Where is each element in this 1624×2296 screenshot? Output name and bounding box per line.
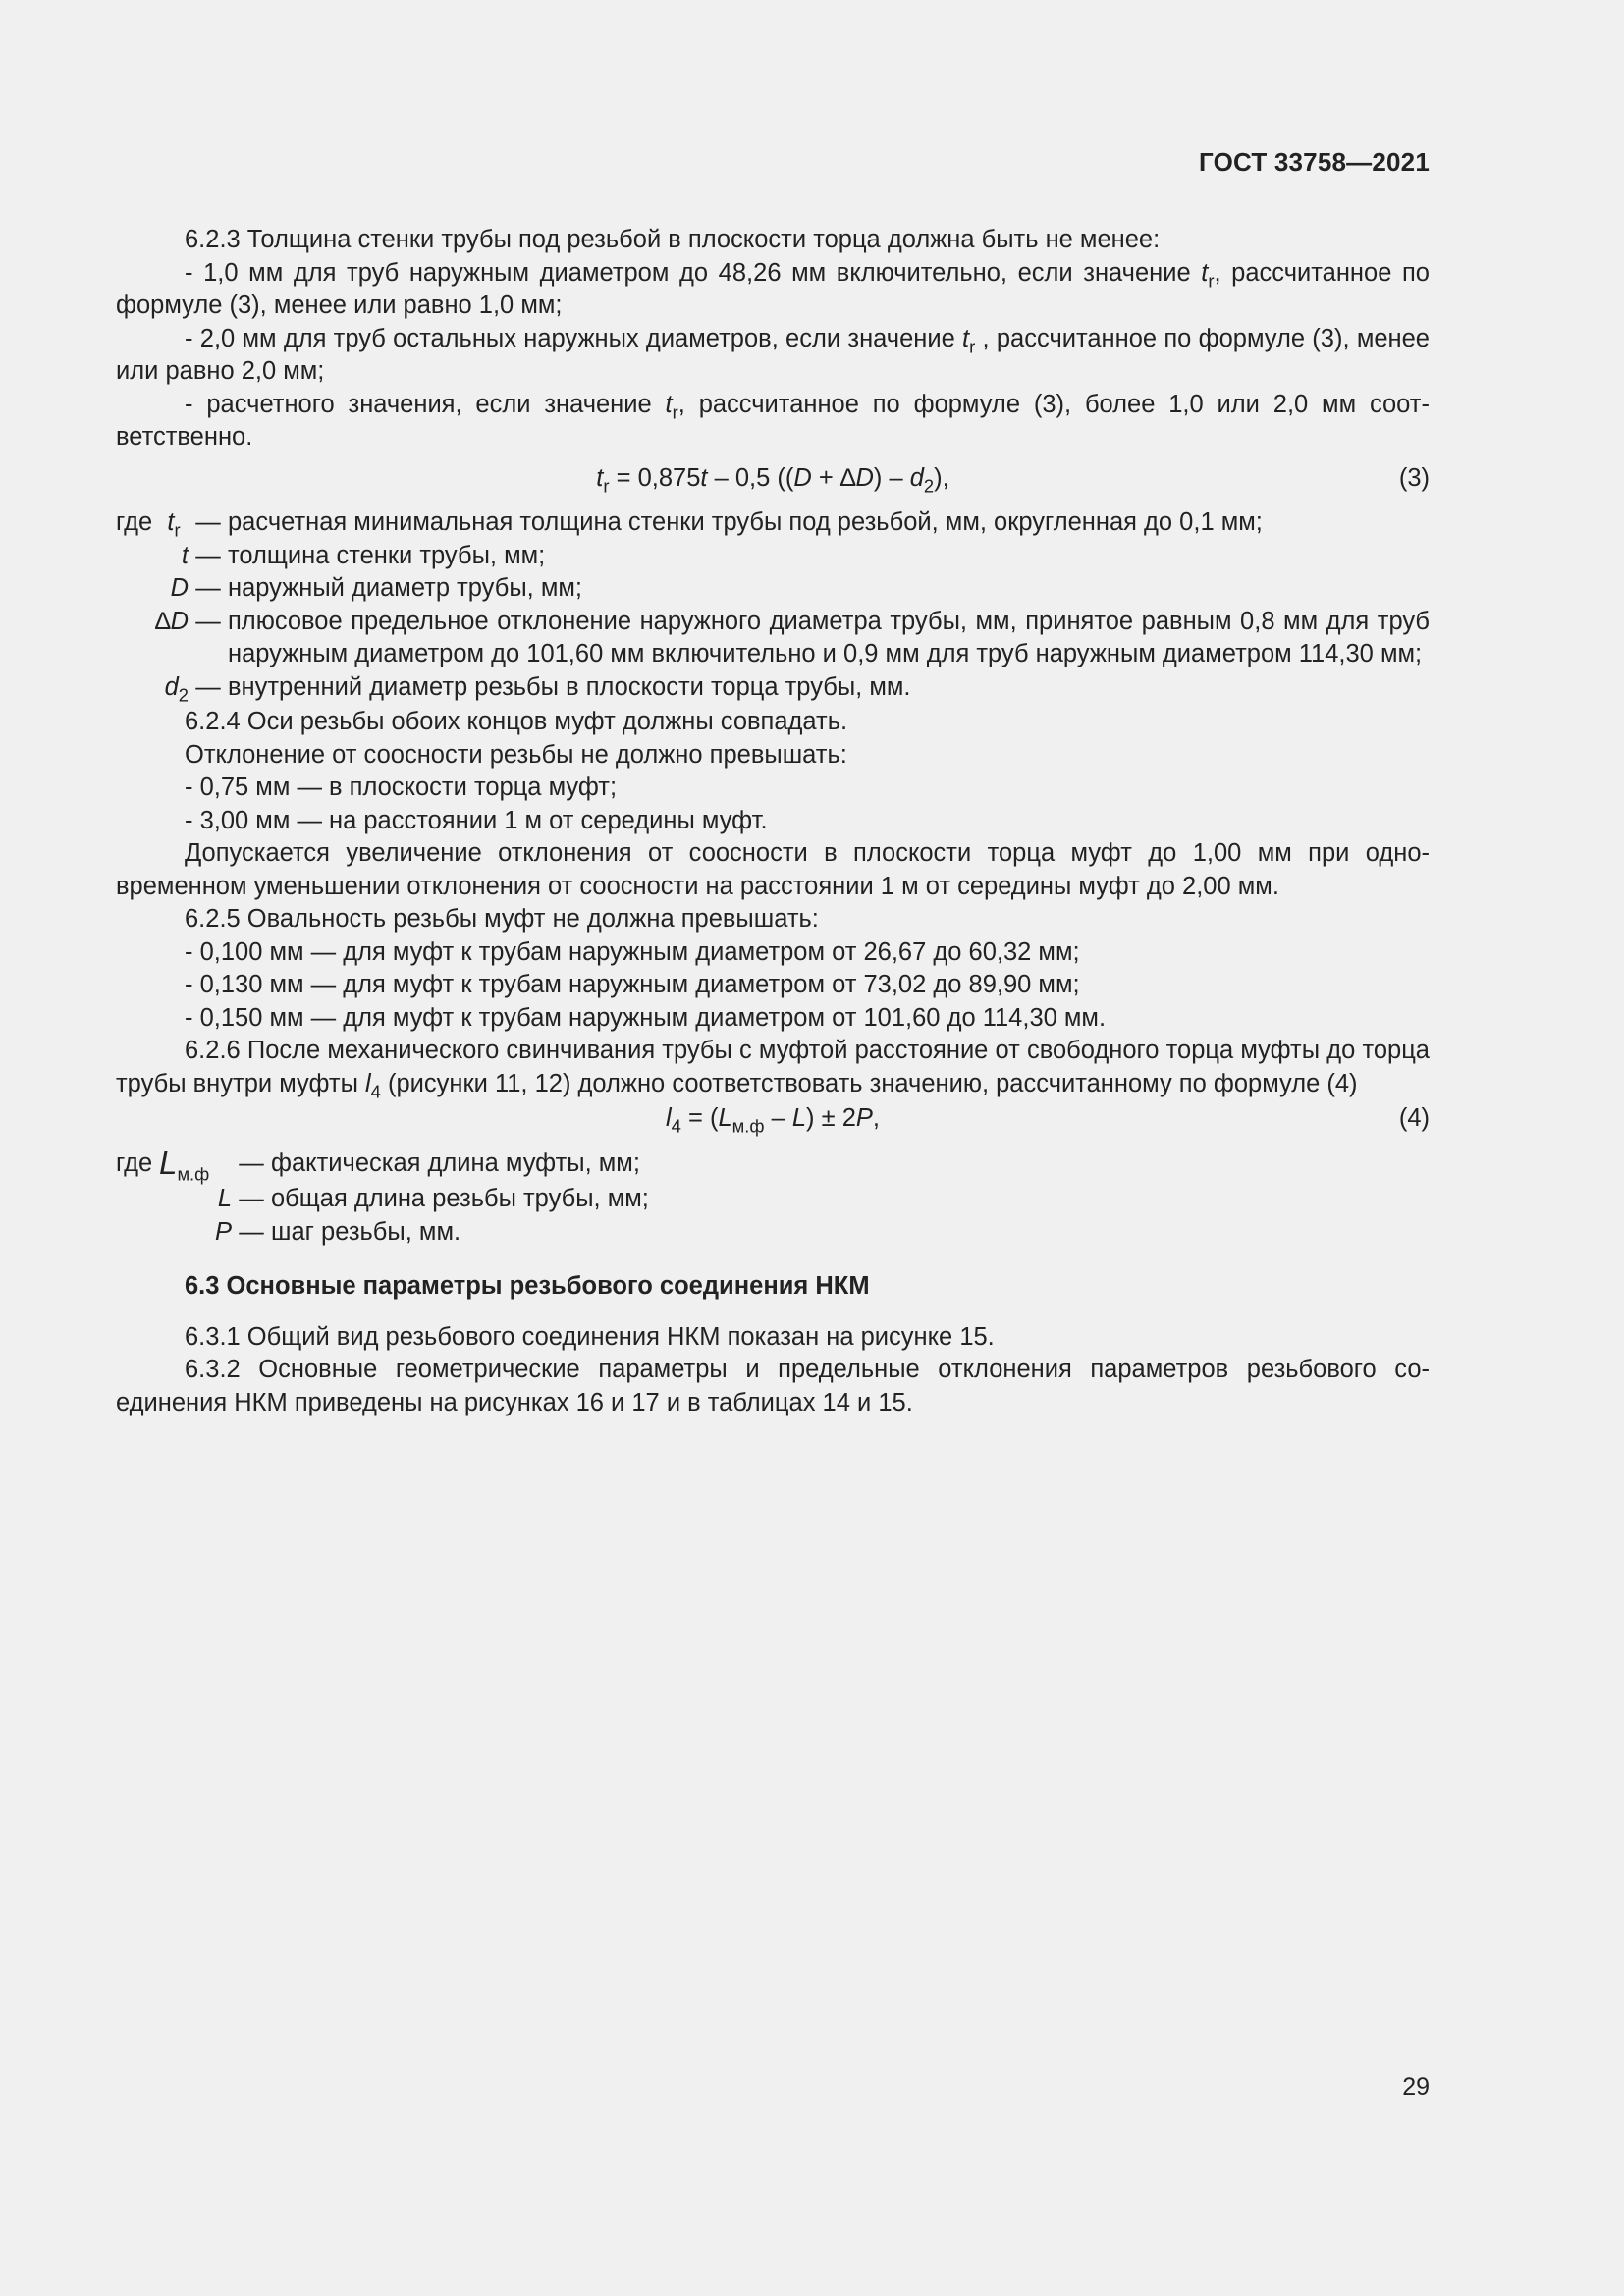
legend-row-L: L — общая длина резьбы трубы, мм; (116, 1183, 1430, 1216)
section-6-2-5-item-3: - 0,150 мм — для муфт к трубам наружным диаметром от 101,60 до 114,30 мм. (185, 1003, 1107, 1032)
formula-3-number: (3) (1398, 463, 1430, 492)
section-6-3-2-text: 6.3.2 Основные геометрические параметры и предельные отклонения параметров резьбового соединения НКМ приведены на рисунках 16 и 17 и в таблицах 14 и 15. (116, 1356, 1430, 1416)
formula-4-legend (116, 1145, 1430, 1250)
legend-symbol: D (170, 574, 189, 602)
section-6-2-3-item-2: - 2,0 мм для труб остальных наружных диаметров, если значение $t_r$ , рассчитанное по формуле (3), менее или равно 2,0 мм; (116, 324, 1430, 385)
legend-row-D: D — наружный диаметр трубы, мм; (116, 572, 1430, 606)
formula-4 (116, 1102, 1430, 1136)
legend-symbol: $L_{м.ф}$ (159, 1145, 210, 1184)
legend-symbol: L (217, 1185, 232, 1212)
legend-text: общая длина резьбы трубы, мм; (271, 1185, 649, 1212)
section-6-2-4-item-1: - 0,75 мм — в плоскости торца муфт; (185, 774, 618, 801)
document-header: ГОСТ 33758—2021 (1199, 147, 1430, 177)
legend-symbol: $t_r$ (167, 508, 181, 541)
formula-3-legend (116, 507, 1430, 704)
legend-symbol: P (214, 1217, 232, 1246)
legend-row-d2: $d_2$ — внутренний диаметр резьбы в плоскости торца трубы, мм. (116, 671, 1430, 705)
section-6-2-4-text: Отклонение от соосности резьбы не должно превышать: (185, 740, 847, 769)
legend-symbol: t (181, 541, 189, 569)
section-6-2-3-item-3: - расчетного значения, если значение $t_r$, рассчитанное по формуле (3), более 1,0 или 2,0 мм соответственно. (116, 390, 1430, 451)
legend-text: расчетная минимальная толщина стенки трубы под резьбой, мм, округленная до 0,1 мм; (228, 508, 1263, 536)
legend-text: фактическая длина муфты, мм; (271, 1148, 640, 1177)
where-label: где (116, 1148, 153, 1177)
section-6-3-heading: 6.3 Основные параметры резьбового соединения НКМ (185, 1272, 870, 1300)
section-6-2-5-title: 6.2.5 Овальность резьбы муфт не должна превышать: (185, 905, 819, 933)
page-number: 29 (1402, 2073, 1430, 2101)
section-6-2-5-item-1: - 0,100 мм — для муфт к трубам наружным диаметром от 26,67 до 60,32 мм; (185, 937, 1080, 966)
legend-row-t: t — толщина стенки трубы, мм; (116, 540, 1430, 573)
formula-3 (116, 462, 1430, 496)
legend-text: плюсовое предельное отклонение наружного диаметра трубы, мм, принятое равным 0,8 мм для труб наружным диаметром до 101,60 мм включительно и 0,9 мм для труб наружным диаметром 114,30 мм; (228, 607, 1430, 667)
legend-text: наружный диаметр трубы, мм; (228, 574, 582, 602)
section-6-2-5-item-2: - 0,130 мм — для муфт к трубам наружным диаметром от 73,02 до 89,90 мм; (185, 971, 1080, 998)
legend-symbol: $d_2$ (164, 672, 189, 705)
page-content (116, 224, 1430, 1419)
section-6-2-3-intro: 6.2.3 Толщина стенки трубы под резьбой в плоскости торца должна быть не менее: (185, 226, 1161, 253)
section-6-2-3-item-1: - 1,0 мм для труб наружным диаметром до 48,26 мм включительно, если значение $t_r$, рассчитанное по формуле (3), менее или равно 1,0 мм; (116, 258, 1430, 319)
legend-row-tr: где $t_r$ — расчетная минимальная толщина стенки трубы под резьбой, мм, округленная до 0,1 мм; (116, 507, 1430, 540)
legend-text: внутренний диаметр резьбы в плоскости торца трубы, мм. (228, 672, 911, 701)
legend-text: шаг резьбы, мм. (271, 1217, 461, 1246)
formula-4-expression: $l_4 = (L_{м.ф} - L) \pm 2P$, (666, 1104, 880, 1137)
legend-row-P: P — шаг резьбы, мм. (116, 1216, 1430, 1250)
section-6-3-1-text: 6.3.1 Общий вид резьбового соединения НКМ показан на рисунке 15. (185, 1322, 995, 1351)
formula-3-expression: $t_r = 0,875t - 0,5$ $((D + \Delta D) - d_2)$, (596, 463, 949, 496)
section-6-2-4-note: Допускается увеличение отклонения от соосности в плоскости торца муфт до 1,00 мм при одновременном уменьшении отклонения от соосности на расстоянии 1 м от середины муфт до 2,00 мм. (116, 839, 1430, 900)
legend-text: толщина стенки трубы, мм; (228, 541, 546, 569)
legend-row-delta-D: ∆D — плюсовое предельное отклонение наружного диаметра трубы, мм, принятое равным 0,8 мм для труб наружным диаметром до 101,60 мм включительно и 0,9 мм для труб наружным диаметром 114,30 мм; (116, 606, 1430, 671)
section-6-2-4-title: 6.2.4 Оси резьбы обоих концов муфт должны совпадать. (185, 708, 848, 735)
legend-symbol: ∆D (154, 607, 189, 635)
formula-4-number: (4) (1398, 1104, 1430, 1132)
legend-row-Lmf: где $L_{м.ф}$ — фактическая длина муфты, мм; (116, 1148, 1430, 1184)
where-label: где (116, 508, 153, 536)
section-6-2-4-item-2: - 3,00 мм — на расстоянии 1 м от середины муфт. (185, 806, 768, 834)
section-6-2-6-text: 6.2.6 После механического свинчивания трубы с муфтой расстояние от свободного торца муфты до торца трубы внутри муфты $l_4$ (рисунки 11, 12) должно соответствовать значению, рассчитанному по формуле (4) (116, 1037, 1430, 1101)
